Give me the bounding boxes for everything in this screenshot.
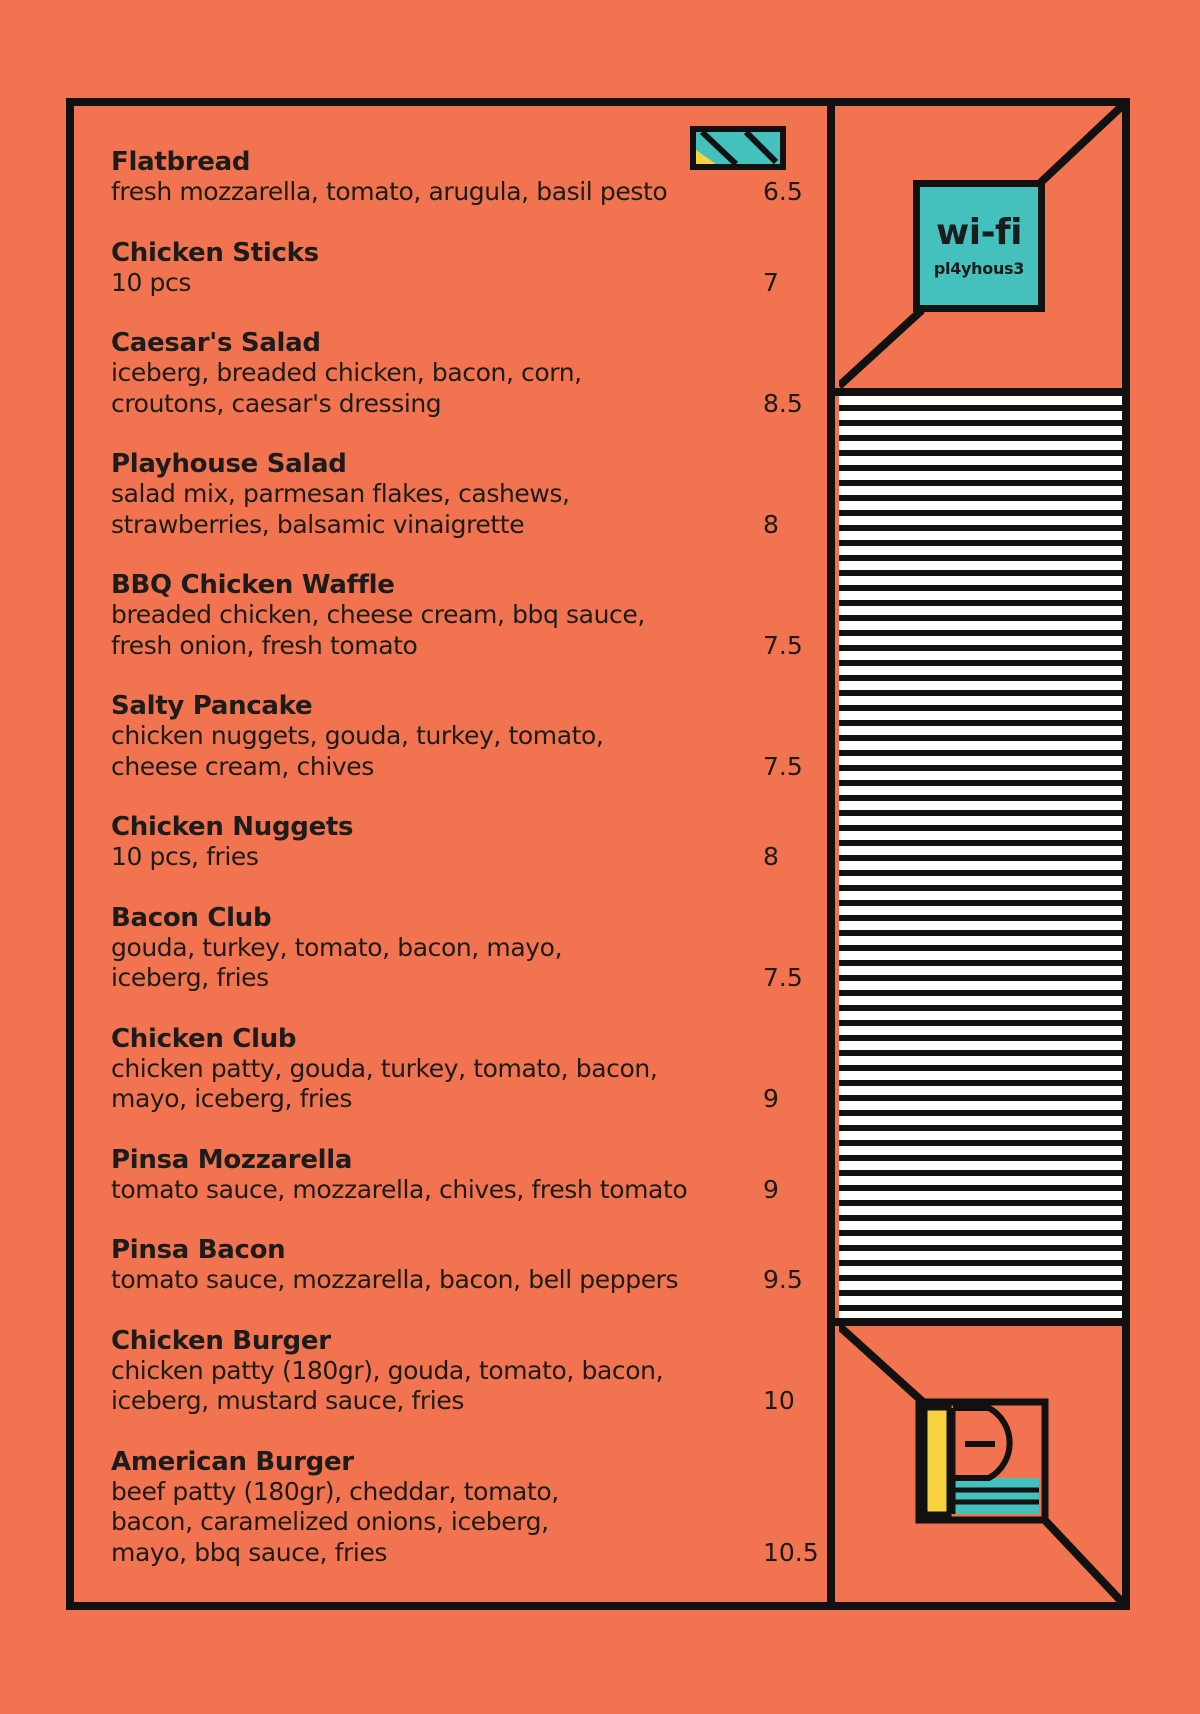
- wifi-title: wi-fi: [935, 212, 1023, 253]
- item-name: Bacon Club: [111, 902, 272, 933]
- menu-item: [111, 147, 811, 208]
- item-price: 7.5: [763, 963, 803, 992]
- item-description: beef patty (180gr), cheddar, tomato, bacon, caramelized onions, iceberg, mayo, bbq sauce, fries: [111, 1476, 559, 1567]
- item-name: American Burger: [111, 1446, 354, 1477]
- item-description: breaded chicken, cheese cream, bbq sauce, fresh onion, fresh tomato: [111, 600, 645, 660]
- item-description: chicken patty (180gr), gouda, tomato, bacon, iceberg, mustard sauce, fries: [111, 1355, 664, 1415]
- item-price: 10: [763, 1386, 795, 1415]
- item-price: 8.5: [763, 388, 803, 418]
- panel-separator-bottom: [835, 1318, 1122, 1326]
- menu-item: [111, 570, 811, 661]
- item-name: Pinsa Bacon: [111, 1235, 286, 1265]
- menu-item: [111, 812, 811, 873]
- wifi-password: pl4yhous3: [933, 259, 1025, 278]
- menu-item: [111, 238, 811, 299]
- panel-separator-top: [835, 388, 1122, 396]
- wifi-box: [913, 180, 1045, 312]
- item-description: salad mix, parmesan flakes, cashews, strawberries, balsamic vinaigrette: [111, 479, 570, 539]
- menu-item: [111, 903, 811, 994]
- menu-item: [111, 691, 811, 782]
- item-price: 9.5: [763, 1265, 803, 1294]
- item-description: tomato sauce, mozzarella, bacon, bell peppers: [111, 1265, 679, 1294]
- item-description: iceberg, breaded chicken, bacon, corn, croutons, caesar's dressing: [111, 358, 582, 418]
- item-description: chicken nuggets, gouda, turkey, tomato, cheese cream, chives: [111, 721, 604, 781]
- menu-item: [111, 1024, 811, 1115]
- item-name: Salty Pancake: [111, 691, 313, 721]
- item-name: Flatbread: [111, 147, 251, 177]
- item-description: fresh mozzarella, tomato, arugula, basil pesto: [111, 177, 668, 206]
- menu-item: [111, 1326, 811, 1417]
- item-name: Caesar's Salad: [111, 328, 321, 358]
- item-price: 9: [763, 1084, 779, 1113]
- menu-item: [111, 328, 811, 419]
- item-name: Playhouse Salad: [111, 449, 347, 479]
- item-price: 8: [763, 842, 779, 871]
- item-name: Chicken Sticks: [111, 237, 319, 268]
- striped-panel: [839, 396, 1122, 1318]
- item-price: 10.5: [763, 1537, 819, 1567]
- frame-divider: [827, 98, 835, 1610]
- item-description: 10 pcs: [111, 267, 191, 297]
- item-price: 7: [763, 267, 779, 297]
- item-price: 9: [763, 1174, 779, 1204]
- item-description: tomato sauce, mozzarella, chives, fresh tomato: [111, 1174, 688, 1204]
- item-description: 10 pcs, fries: [111, 842, 259, 871]
- item-name: Chicken Burger: [111, 1325, 331, 1356]
- item-name: Pinsa Mozzarella: [111, 1144, 353, 1175]
- item-price: 8: [763, 509, 779, 539]
- item-name: BBQ Chicken Waffle: [111, 570, 395, 600]
- playhouse-logo-icon: [839, 1326, 1122, 1602]
- item-description: chicken patty, gouda, turkey, tomato, bacon, mayo, iceberg, fries: [111, 1053, 658, 1113]
- item-name: Chicken Club: [111, 1023, 297, 1054]
- item-price: 7.5: [763, 751, 803, 781]
- menu-item: [111, 1235, 811, 1296]
- item-description: gouda, turkey, tomato, bacon, mayo, iceberg, fries: [111, 932, 563, 992]
- item-name: Chicken Nuggets: [111, 812, 354, 842]
- menu-item: [111, 449, 811, 540]
- menu-list: [111, 147, 819, 1568]
- menu-item: [111, 1446, 819, 1569]
- item-price: 7.5: [763, 630, 803, 660]
- menu-item: [111, 1145, 811, 1206]
- item-price: 6.5: [763, 177, 803, 206]
